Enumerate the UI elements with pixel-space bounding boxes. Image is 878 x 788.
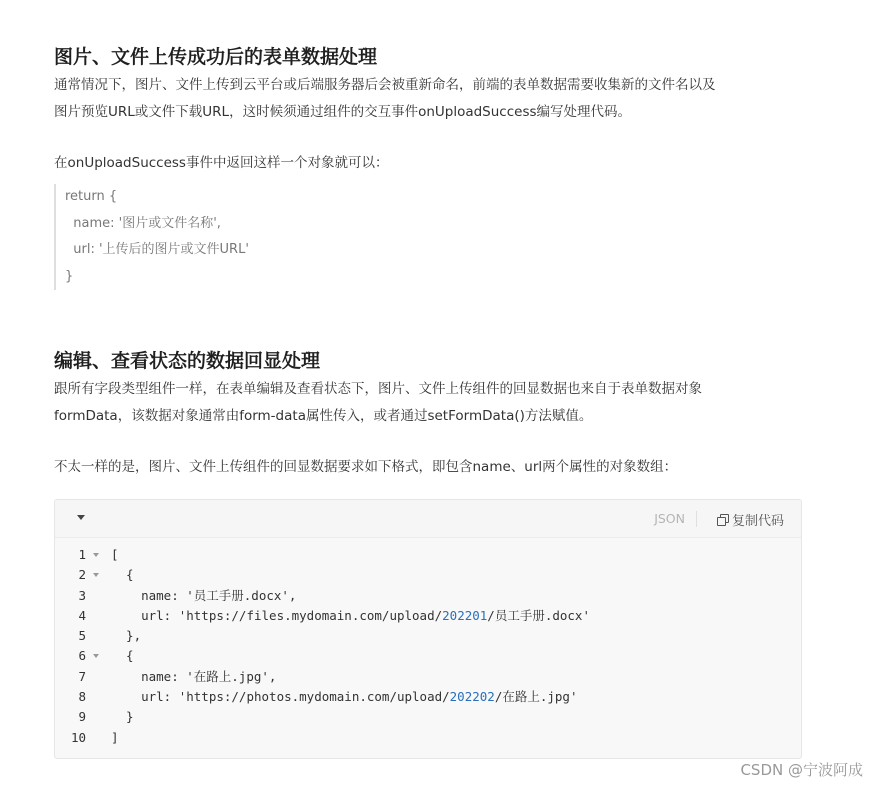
code-line: [55, 586, 801, 606]
collapse-caret-icon[interactable]: [77, 515, 85, 520]
code-token: },: [111, 628, 142, 644]
copy-code-button[interactable]: [717, 510, 784, 529]
code-text: [111, 586, 296, 606]
line-number: 10: [70, 729, 86, 745]
line-number: 1: [78, 547, 86, 562]
code-text: [111, 565, 134, 585]
code-token: [: [111, 547, 119, 562]
section-heading-upload-success: 图片、文件上传成功后的表单数据处理: [54, 46, 378, 68]
toolbar-divider: [696, 511, 697, 527]
code-line: [55, 728, 801, 748]
quote-line: name: '图片或文件名称',: [65, 215, 221, 231]
code-lines: [55, 538, 801, 748]
code-text: [111, 687, 577, 707]
code-line: [55, 626, 801, 646]
fold-toggle-icon[interactable]: [93, 553, 99, 557]
fold-toggle-icon[interactable]: [93, 573, 99, 577]
code-number-token: 202202: [449, 689, 495, 705]
paragraph-return-object: 在onUploadSuccess事件中返回这样一个对象就可以：: [54, 155, 389, 171]
code-line: [55, 646, 801, 666]
line-number: 7: [78, 668, 86, 684]
code-token: {: [111, 648, 134, 664]
paragraph-format-requirement: 不太一样的是，图片、文件上传组件的回显数据要求如下格式，即包含name、url两个属性的对象数组：: [54, 459, 678, 475]
code-line: [55, 667, 801, 687]
copy-code-label: 复制代码: [731, 514, 784, 529]
line-number: 6: [78, 648, 86, 664]
code-token: }: [111, 709, 134, 725]
line-number: 5: [78, 628, 86, 644]
paragraph-echo-intro-line1: 跟所有字段类型组件一样，在表单编辑及查看状态下，图片、文件上传组件的回显数据也来自于表单数据对象: [54, 381, 702, 397]
code-token: url: 'https://files.mydomain.com/upload/: [111, 607, 443, 623]
code-line: [55, 687, 801, 707]
paragraph-echo-intro-line2: formData，该数据对象通常由form-data属性传入，或者通过setFormData()方法赋值。: [54, 408, 593, 424]
return-object-quote: [54, 184, 765, 290]
code-language-label: JSON: [654, 511, 685, 526]
line-number: 9: [78, 709, 86, 725]
code-token: /在路上.jpg': [494, 689, 578, 705]
fold-toggle-icon[interactable]: [93, 654, 99, 658]
quote-line: }: [65, 268, 74, 284]
code-token: name: '在路上.jpg',: [111, 668, 277, 684]
code-token: url: 'https://photos.mydomain.com/upload/: [111, 689, 450, 705]
code-toolbar: [55, 500, 801, 538]
copy-icon: [717, 514, 728, 525]
code-line: [55, 565, 801, 585]
paragraph-upload-intro-line1: 通常情况下，图片、文件上传到云平台或后端服务器后会被重新命名，前端的表单数据需要收集新的文件名以及: [54, 77, 716, 93]
quote-line: return {: [65, 189, 118, 204]
code-text: [111, 606, 590, 626]
code-line: [55, 606, 801, 626]
code-number-token: 202201: [442, 607, 488, 623]
line-number: 2: [78, 567, 86, 583]
code-token: {: [111, 567, 134, 583]
code-text: [111, 707, 134, 727]
code-token: name: '员工手册.docx',: [111, 587, 297, 603]
code-text: [111, 667, 276, 687]
quote-line: url: '上传后的图片或文件URL': [65, 242, 249, 257]
paragraph-upload-intro-line2: 图片预览URL或文件下载URL，这时候须通过组件的交互事件onUploadSuccess编写处理代码。: [54, 104, 632, 120]
code-text: [111, 728, 119, 748]
code-token: ]: [111, 729, 119, 745]
code-text: [111, 646, 134, 666]
code-token: /员工手册.docx': [487, 607, 590, 623]
code-line: [55, 545, 801, 565]
code-block: [54, 499, 802, 759]
code-line: [55, 707, 801, 727]
line-number: 8: [78, 689, 86, 705]
line-number: 4: [78, 607, 86, 623]
section-heading-echo-data: 编辑、查看状态的数据回显处理: [54, 350, 321, 372]
line-number: 3: [78, 587, 86, 603]
code-text: [111, 545, 119, 565]
csdn-watermark: CSDN @宁波阿成: [740, 761, 863, 779]
code-text: [111, 626, 141, 646]
